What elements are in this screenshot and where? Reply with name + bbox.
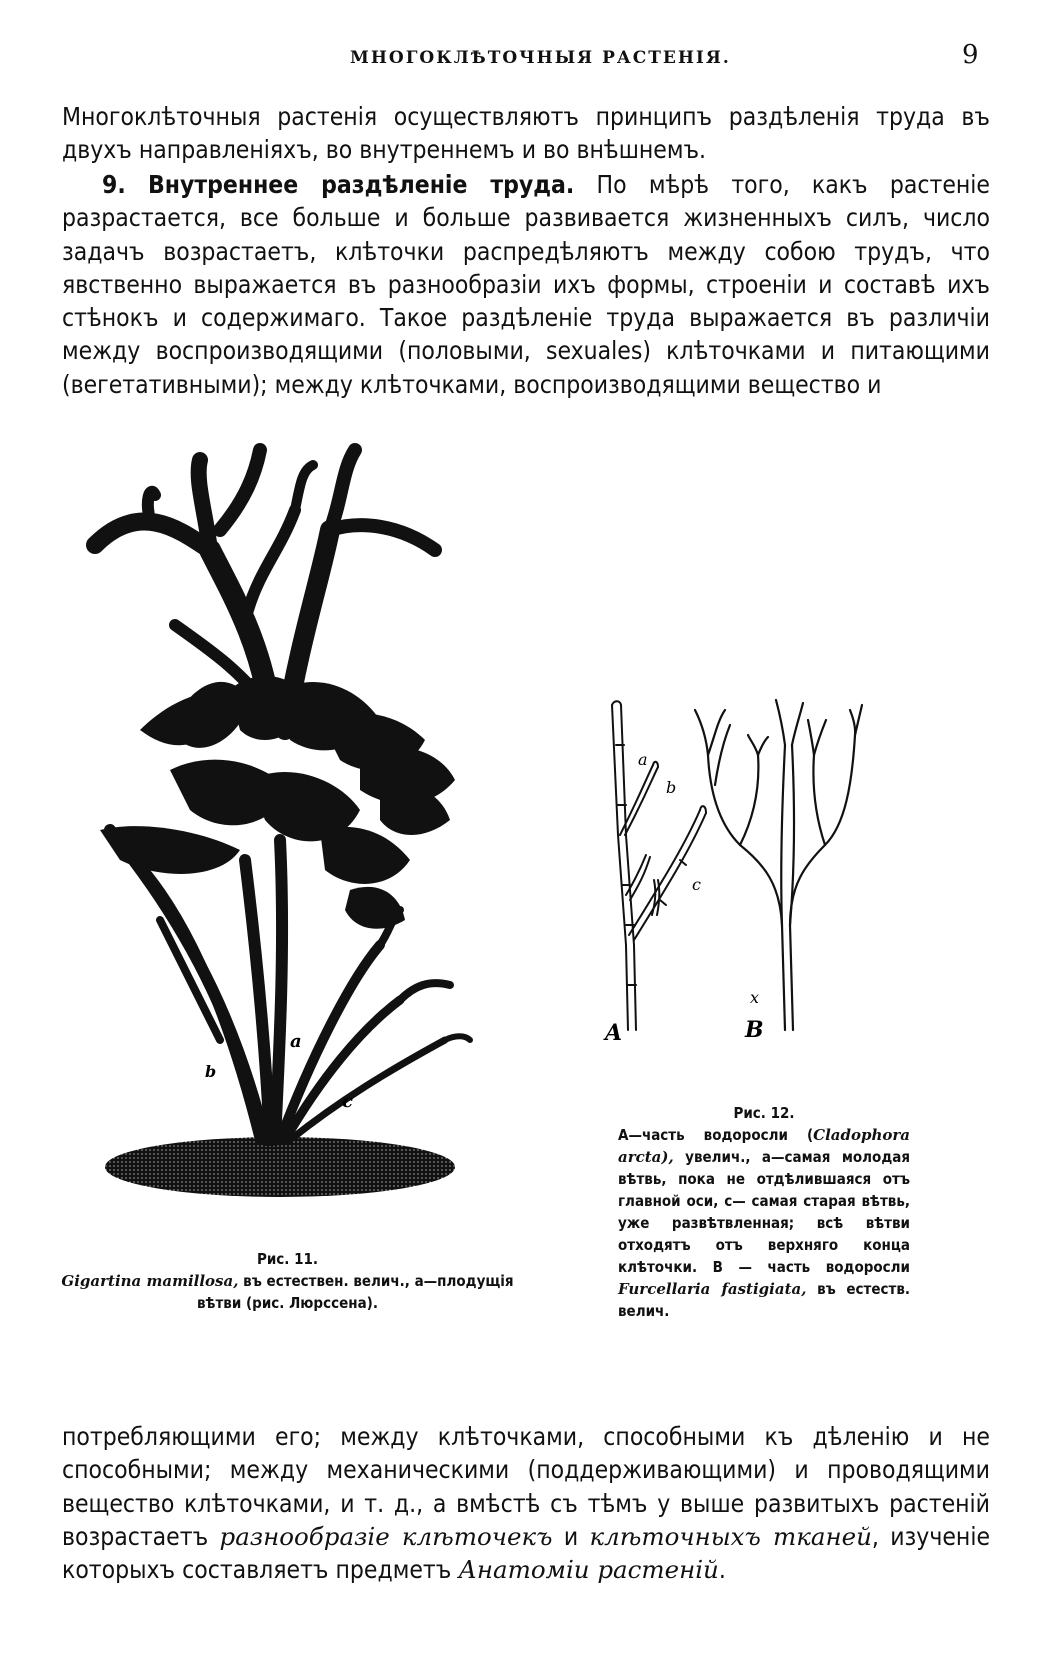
fig12-label-x: x [750,988,760,1007]
figure-12-caption-title: Рис. 12. [733,1104,795,1122]
italic-cell-variety: разнообразіе клѣточекъ [219,1521,553,1551]
intro-paragraph [62,100,990,167]
figure-11-caption-text: въ естествен. велич., а—плодущія вѣтви (рис. Люрссена). [197,1272,514,1312]
fig11-label-c: c [342,1091,353,1112]
intro-paragraph-text: Многоклѣточныя растенія осуществляютъ принципъ раздѣленія труда въ двухъ направленіяхъ, во внутреннемъ и во внѣшнемъ. [62,102,990,165]
section-heading: Внутреннее раздѣленіе труда. [147,170,575,199]
figure-11-caption-species: Gigartina mamillosa, [61,1272,239,1290]
section-9-text [62,168,990,401]
fig12-label-A: A [605,1020,623,1046]
fig11-label-b: b [205,1062,217,1081]
continuation-text-end: . [718,1555,726,1585]
fig12-label-B: B [745,1017,764,1043]
continuation-paragraph [62,1420,990,1586]
fig12-label-b: b [666,778,677,797]
figure-11-caption [60,1248,515,1314]
continuation-text [62,1420,990,1586]
gigartina-drawing [80,440,510,1210]
section-body: По мѣрѣ того, какъ растеніе разрастается, все больше и больше развивается жизненныхъ силъ, число задачъ возрастаетъ, клѣточки распредѣляютъ между собою трудъ, что явственно выражается въ разнообразіи ихъ формы, строеніи и составѣ ихъ стѣнокъ и содержимаго. Такое раздѣленіе труда выражается въ различіи между воспроизводящими (половыми, sexuales) клѣточками и питающими (вегетативными); между клѣточками, воспроизводящими вещество и [62,170,990,399]
fig11-label-a: a [290,1031,302,1052]
section-9-paragraph [62,168,990,401]
fig12-label-a: a [638,750,648,769]
figure-12-caption [618,1102,910,1322]
continuation-text-start: потребляющими его; между клѣточками, способными къ дѣленію и не способными; между механическими (поддерживающими) и проводящими вещество клѣточками, и т. д., а вмѣстѣ съ тѣмъ у выше развитыхъ растеній возрастаетъ [62,1422,990,1551]
figure-12-caption-part1: A—часть водоросли ( [618,1126,814,1144]
figure-12-caption-species2: Furcellaria fastigiata, [618,1280,807,1298]
italic-cell-tissues: клѣточныхъ тканей [589,1521,872,1551]
running-title: МНОГОКЛѢТОЧНЫЯ РАСТЕНІЯ. [350,48,731,68]
figure-12-caption-part2: увелич., а—самая молодая вѣтвь, пока не отдѣлившаяся отъ главной оси, с— самая старая вѣтвь, уже развѣтвленная; всѣ вѣтви отходятъ отъ верхняго конца клѣточки. B — часть водоросли [618,1148,910,1276]
fig12-label-c: c [692,875,701,894]
cladophora-furcellaria-drawing [590,685,890,1090]
figure-12-illustration [590,685,890,1090]
figure-12-caption-part3: въ естеств. велич. [618,1280,910,1320]
figure-11-caption-title: Рис. 11. [256,1250,319,1268]
figure-12-caption-species1: Cladophora arcta), [618,1126,910,1166]
running-header [0,40,1049,80]
page-number: 9 [962,40,979,70]
figure-11-illustration [80,440,510,1210]
section-number: 9. [102,170,126,199]
continuation-conjunction: и [563,1521,579,1551]
continuation-text-mid: , изученіе которыхъ составляетъ предметъ [62,1521,991,1585]
italic-plant-anatomy: Анатоміи растеній [458,1555,719,1585]
